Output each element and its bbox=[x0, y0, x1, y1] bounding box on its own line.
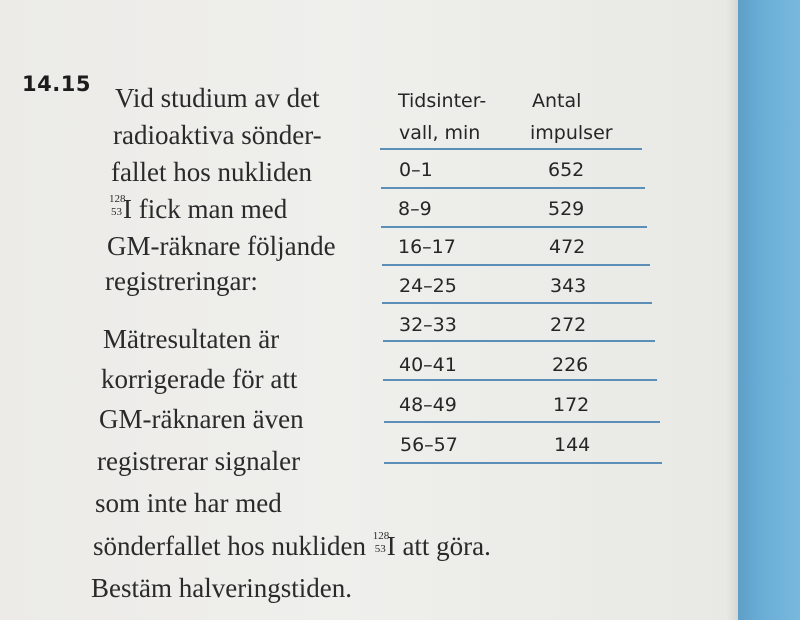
measurement-table bbox=[372, 80, 672, 480]
table-row-rule bbox=[383, 340, 655, 342]
note-text-line-3: GM-räknaren även bbox=[99, 404, 304, 434]
isotope-notation bbox=[109, 193, 126, 218]
note-text-line-6-end: I att göra. bbox=[386, 531, 491, 561]
problem-text-line-3: fallet hos nukliden bbox=[111, 157, 312, 187]
problem-number: 14.15 bbox=[22, 72, 91, 96]
table-cell-count: 226 bbox=[552, 354, 589, 376]
table-row-rule bbox=[382, 302, 652, 304]
header-interval-line-2: vall, min bbox=[399, 122, 481, 144]
isotope-atomic-number: 53 bbox=[111, 206, 122, 218]
page-edge-blue-bar bbox=[738, 0, 800, 620]
isotope-mass-number: 128 bbox=[109, 193, 126, 205]
note-text-line-2: korrigerade för att bbox=[101, 364, 298, 394]
problem-text-line-4 bbox=[109, 193, 288, 224]
note-text-line-6 bbox=[93, 530, 491, 561]
table-cell-count: 172 bbox=[553, 394, 590, 416]
table-cell-interval: 56–57 bbox=[400, 434, 458, 456]
table-row-rule bbox=[381, 187, 645, 189]
table-bottom-rule bbox=[384, 462, 662, 464]
table-cell-count: 343 bbox=[550, 275, 587, 297]
table-row-rule bbox=[383, 379, 657, 381]
table-cell-interval: 48–49 bbox=[399, 394, 457, 416]
table-cell-interval: 24–25 bbox=[399, 275, 457, 297]
problem-text-line-5: GM-räknare följande bbox=[107, 231, 336, 261]
table-cell-count: 472 bbox=[549, 236, 586, 258]
header-count-line-1: Antal bbox=[532, 90, 582, 112]
question-line: Bestäm halveringstiden. bbox=[91, 573, 352, 603]
isotope-atomic-number-inline: 53 bbox=[374, 543, 386, 555]
problem-text-line-6: registreringar: bbox=[105, 266, 258, 296]
header-count-line-2: impulser bbox=[530, 122, 613, 144]
table-cell-count: 529 bbox=[548, 198, 585, 220]
table-header-rule bbox=[380, 148, 642, 150]
table-cell-interval: 16–17 bbox=[398, 236, 456, 258]
note-text-line-5: som inte har med bbox=[95, 488, 282, 518]
table-cell-count: 144 bbox=[554, 434, 591, 456]
isotope-mass-number-inline: 128 bbox=[372, 530, 390, 542]
table-cell-interval: 40–41 bbox=[399, 354, 457, 376]
table-row-rule bbox=[381, 226, 647, 228]
problem-text-line-2: radioaktiva sönder- bbox=[113, 120, 322, 150]
note-text-line-1: Mätresultaten är bbox=[103, 324, 280, 354]
table-row-rule bbox=[382, 264, 650, 266]
table-cell-count: 272 bbox=[550, 314, 587, 336]
page-fold-shadow bbox=[726, 0, 738, 620]
isotope-notation-inline bbox=[372, 530, 390, 555]
note-text-line-4: registrerar signaler bbox=[97, 446, 301, 476]
problem-text-line-1: Vid studium av det bbox=[115, 83, 320, 113]
note-text-line-6-start: sönderfallet hos nukliden bbox=[93, 531, 373, 561]
table-cell-count: 652 bbox=[548, 159, 585, 181]
table-row-rule bbox=[384, 421, 660, 423]
header-interval-line-1: Tidsinter- bbox=[398, 90, 487, 112]
table-cell-interval: 32–33 bbox=[399, 314, 457, 336]
table-cell-interval: 0–1 bbox=[399, 159, 433, 181]
table-cell-interval: 8–9 bbox=[398, 198, 432, 220]
problem-text-line-4-text: I fick man med bbox=[123, 194, 288, 224]
